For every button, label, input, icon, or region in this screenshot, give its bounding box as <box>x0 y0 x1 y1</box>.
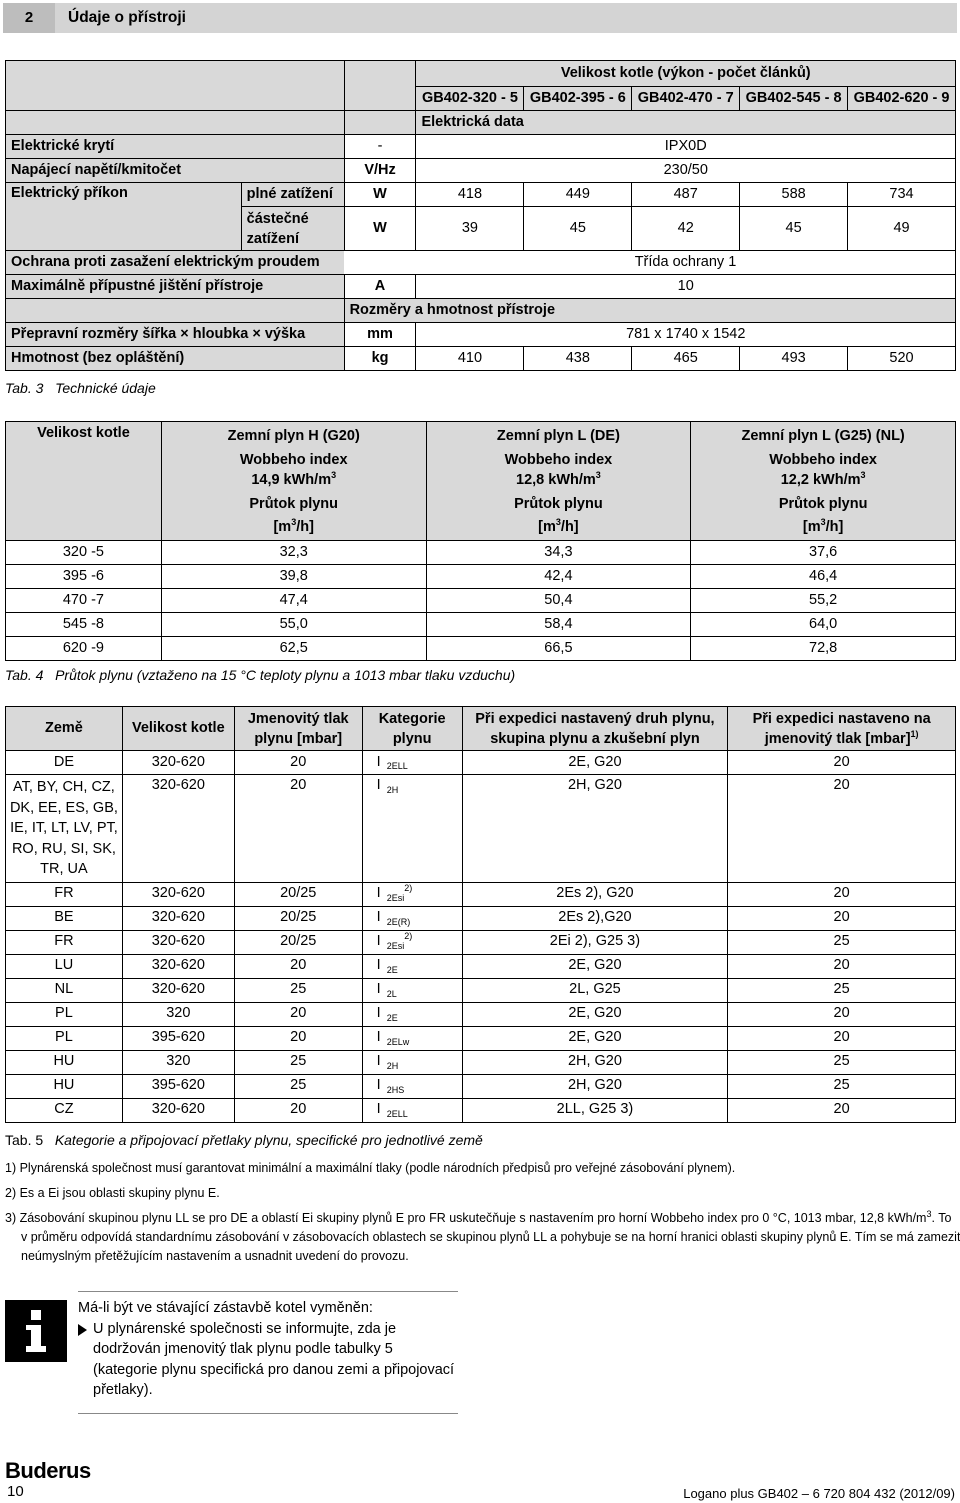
model-header: GB402-545 - 8 <box>740 87 848 111</box>
page-number: 10 <box>7 1483 24 1500</box>
table-row: 320 -5 <box>6 541 162 565</box>
value: 438 <box>524 347 632 371</box>
gas-category: I $_{2L}$ <box>362 978 462 1002</box>
value: 781 x 1740 x 1542 <box>416 323 956 347</box>
section-title: Údaje o přístroji <box>68 9 186 26</box>
value: 410 <box>416 347 524 371</box>
section-dims: Rozměry a hmotnost přístroje <box>344 299 955 323</box>
row-label: Elektrické krytí <box>6 135 345 159</box>
gas-flow-table: Velikost kotle Zemní plyn H (G20) Wobbeho index 14,9 kWh/$m^3$ Průtok plynu $[m^3/h]$ Zemní plyn L (DE) Wobbeho index 12,8 kWh/$m^3$ Průtok plynu $[m^3/h]$ Zemní plyn L (G25) (NL) Wobbeho index 12,2 kWh/$m^3$ Průtok plynu $[m^3/h]$ 320 -5 32,3 34,3 37,6 395 -6 39,8 42,4 46,4 470 -7 47,4 50,4 55,2 545 -8 55,0 58,4 64,0 620 -9 62,5 66,5 72,8 <box>5 421 956 661</box>
divider <box>78 1291 458 1292</box>
table-row: HU 320 25 I $_{2H}$ 2H, G20 25 <box>6 1050 956 1074</box>
value: 520 <box>848 347 956 371</box>
col-header: Zemní plyn L (G25) (NL) Wobbeho index 12,2 kWh/$m^3$ Průtok plynu $[m^3/h]$ <box>691 422 956 541</box>
row-label: Ochrana proti zasažení elektrickým proudem <box>6 251 345 275</box>
bullet-arrow-icon <box>78 1324 87 1336</box>
table-row: PL 320 20 I $_{2E}$ 2E, G20 20 <box>6 1002 956 1026</box>
value: IPX0D <box>416 135 956 159</box>
unit: kg <box>344 347 416 371</box>
col-header: Zemní plyn L (DE) Wobbeho index 12,8 kWh/$m^3$ Průtok plynu $[m^3/h]$ <box>426 422 691 541</box>
info-note <box>78 1298 458 1401</box>
value: 39 <box>416 207 524 251</box>
footnote-1: 1) Plynárenská společnost musí garantovat minimální a maximální tlaky (podle národních předpisů pro veřejné zásobování plynem). <box>5 1161 736 1175</box>
info-icon <box>5 1300 67 1362</box>
sub-label: plné zatížení <box>241 183 344 207</box>
row-label: Přepravní rozměry šířka × hloubka × výška <box>6 323 345 347</box>
footnote-3: 3) Zásobování skupinou plynu LL se pro DE a oblastí Ei skupiny plynů E pro FR uskutečňuje s nastavením pro horní Wobbeho index pro 0 °C, 1013 mbar, 12,8 kWh/$m^3$. To v průměru odpovídá standardnímu zásobování v zásobovacích oblastech se skupinou plynů LL a pohybuje se na horní hranici oblasti skupiny plynů E. Tím se má zamezit neúmyslným přetěžujícím nastavením a usnadnit uvedení do provozu. <box>5 1208 960 1263</box>
value: 449 <box>524 183 632 207</box>
value: 49 <box>848 207 956 251</box>
gas-category: I $_{2HS}$ <box>362 1074 462 1098</box>
model-header: GB402-470 - 7 <box>632 87 740 111</box>
value: 734 <box>848 183 956 207</box>
col-header: Země <box>6 707 123 751</box>
row-label: Elektrický příkon <box>6 183 242 251</box>
table-row: 470 -7 <box>6 589 162 613</box>
value: 588 <box>740 183 848 207</box>
table-row: AT, BY, CH, CZ, DK, EE, ES, GB, IE, IT, LT, LV, PT, RO, RU, SI, SK, TR, UA 320-620 20 I $_{2H}$ 2H, G20 20 <box>6 775 956 883</box>
table-row: FR 320-620 20/25 I $_{2Esi}^{2)}$ 2Es 2), G20 20 <box>6 882 956 906</box>
unit: mm <box>344 323 416 347</box>
gas-category: I $_{2E}$ <box>362 1002 462 1026</box>
table-row: LU 320-620 20 I $_{2E}$ 2E, G20 20 <box>6 954 956 978</box>
value: 45 <box>524 207 632 251</box>
value: 45 <box>740 207 848 251</box>
row-label: Hmotnost (bez opláštění) <box>6 347 345 371</box>
value: 465 <box>632 347 740 371</box>
technical-data-table <box>5 60 956 371</box>
unit: W <box>344 183 416 207</box>
col-header: Zemní plyn H (G20) Wobbeho index 14,9 kWh/$m^3$ Průtok plynu $[m^3/h]$ <box>161 422 426 541</box>
gas-category: I $_{2E(R)}$ <box>362 906 462 930</box>
section-electric: Elektrická data <box>421 113 524 130</box>
value: 10 <box>416 275 956 299</box>
section-number: 2 <box>3 3 55 33</box>
gas-category: I $_{2Esi}^{2)}$ <box>362 882 462 906</box>
size-group-header: Velikost kotle (výkon - počet článků) <box>416 61 956 87</box>
col-header: Kategorie plynu <box>362 707 462 751</box>
model-header: GB402-620 - 9 <box>848 87 956 111</box>
table-row: NL 320-620 25 I $_{2L}$ 2L, G25 25 <box>6 978 956 1002</box>
value: 42 <box>632 207 740 251</box>
value: 487 <box>632 183 740 207</box>
model-header: GB402-320 - 5 <box>416 87 524 111</box>
gas-category: I $_{2ELw}$ <box>362 1026 462 1050</box>
col-header: Velikost kotle <box>122 707 234 751</box>
gas-category: I $_{2Esi}^{2)}$ <box>362 930 462 954</box>
table-row: 620 -9 <box>6 637 162 661</box>
unit: A <box>344 275 416 299</box>
value: 418 <box>416 183 524 207</box>
table-row: DE 320-620 20 I $_{2ELL}$ 2E, G20 20 <box>6 751 956 775</box>
value: 230/50 <box>416 159 956 183</box>
table-caption: Tab. 5 Kategorie a připojovací přetlaky plynu, specifické pro jednotlivé země <box>5 1132 483 1148</box>
col-header: Velikost kotle <box>6 422 162 541</box>
info-bullet: U plynárenské společnosti se informujte, zda je dodržován jmenovitý tlak plynu podle tabulky 5 (kategorie plynu specifická pro danou zemi a připojovací přetlaky). <box>93 1320 455 1398</box>
col-header: Jmenovitý tlak plynu [mbar] <box>234 707 362 751</box>
row-label: Napájecí napětí/kmitočet <box>6 159 345 183</box>
unit: - <box>344 135 416 159</box>
gas-category: I $_{2ELL}$ <box>362 1098 462 1122</box>
divider <box>78 1413 458 1414</box>
col-header: Při expedici nastaveno na jmenovitý tlak [mbar]$^{1)}$ <box>728 707 956 751</box>
sub-label: částečné zatížení <box>241 207 344 251</box>
gas-category-table <box>5 706 956 1123</box>
gas-category: I $_{2H}$ <box>362 775 462 883</box>
col-header: Při expedici nastavený druh plynu, skupina plynu a zkušební plyn <box>462 707 728 751</box>
buderus-logo: Buderus <box>5 1458 91 1483</box>
row-label: Maximálně přípustné jištění přístroje <box>6 275 345 299</box>
value: 493 <box>740 347 848 371</box>
document-id: Logano plus GB402 – 6 720 804 432 (2012/09) <box>683 1486 955 1501</box>
gas-category: I $_{2H}$ <box>362 1050 462 1074</box>
value: Třída ochrany 1 <box>416 251 956 275</box>
table-row: FR 320-620 20/25 I $_{2Esi}^{2)}$ 2Ei 2), G25 3) 25 <box>6 930 956 954</box>
unit: V/Hz <box>344 159 416 183</box>
unit: W <box>344 207 416 251</box>
table-row: 545 -8 <box>6 613 162 637</box>
info-title: Má-li být ve stávající zástavbě kotel vyměněn: <box>78 1300 373 1316</box>
footnote-2: 2) Es a Ei jsou oblasti skupiny plynu E. <box>5 1186 220 1200</box>
gas-category: I $_{2E}$ <box>362 954 462 978</box>
table-caption: Tab. 3 Technické údaje <box>5 380 156 396</box>
table-row: PL 395-620 20 I $_{2ELw}$ 2E, G20 20 <box>6 1026 956 1050</box>
gas-category: I $_{2ELL}$ <box>362 751 462 775</box>
model-header: GB402-395 - 6 <box>524 87 632 111</box>
table-row: HU 395-620 25 I $_{2HS}$ 2H, G20 25 <box>6 1074 956 1098</box>
table-caption: Tab. 4 Průtok plynu (vztaženo na 15 °C teploty plynu a 1013 mbar tlaku vzduchu) <box>5 667 516 683</box>
table-row: CZ 320-620 20 I $_{2ELL}$ 2LL, G25 3) 20 <box>6 1098 956 1122</box>
table-row: 395 -6 <box>6 565 162 589</box>
table-row: BE 320-620 20/25 I $_{2E(R)}$ 2Es 2),G20 20 <box>6 906 956 930</box>
